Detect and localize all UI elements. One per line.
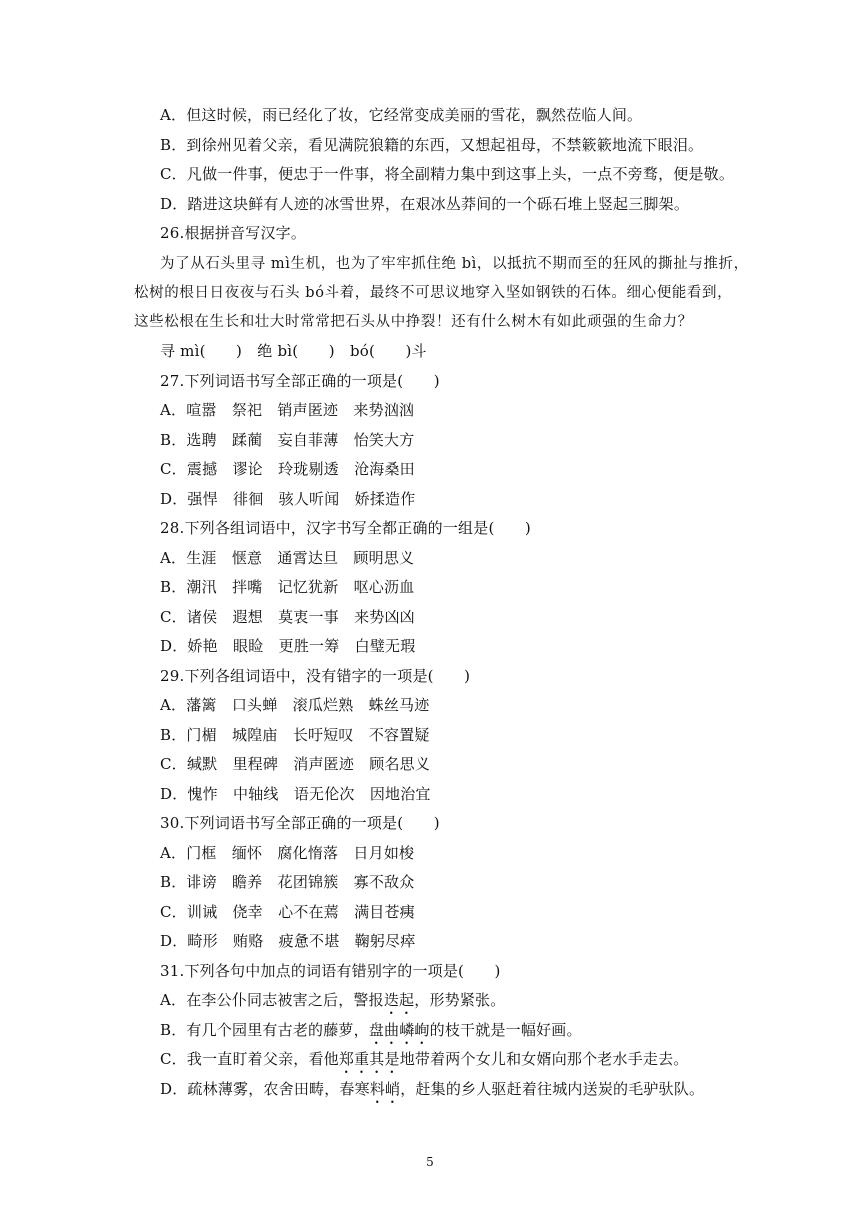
q31-title: 31.下列各句中加点的词语有错别字的一项是( ) — [160, 962, 501, 980]
q31-a-dotted-word: 迭起 — [383, 991, 415, 1009]
q26-blanks: 寻 mì( ) 绝 bì( ) bó( )斗 — [160, 342, 427, 360]
q30-option-b: B．诽谤 瞻养 花团锦簇 寡不敌众 — [160, 873, 415, 891]
q31-d-post: ，赶集的乡人驱赶着往城内送炭的毛驴驮队。 — [400, 1080, 705, 1098]
q31-option-d — [160, 1079, 704, 1107]
q31-d-dotted-word: 料峭 — [369, 1080, 401, 1098]
q31-c-post: 地带着两个女儿和女婿向那个老水手走去。 — [399, 1050, 689, 1068]
q29-option-a: A．藩篱 口头蝉 滚瓜烂熟 蛛丝马迹 — [160, 696, 430, 714]
page-number: 5 — [426, 1155, 434, 1169]
q25-option-b: B．到徐州见着父亲，看见满院狼籍的东西，又想起祖母，不禁簌簌地流下眼泪。 — [160, 136, 704, 154]
q26-passage-line-3: 这些松根在生长和壮大时常常把石头从中挣裂！还有什么树木有如此顽强的生命力？ — [134, 314, 693, 330]
q25-option-a: A．但这时候，雨已经化了妆，它经常变成美丽的雪花，飘然莅临人间。 — [160, 106, 643, 124]
q30-option-a: A．门框 缅怀 腐化惰落 日月如梭 — [160, 844, 415, 862]
q27-option-a: A．喧嚣 祭祀 销声匿迹 来势汹汹 — [160, 401, 415, 419]
q27-option-b: B．选聘 蹂蔺 妄自菲薄 怡笑大方 — [160, 431, 415, 449]
q31-option-c — [160, 1049, 689, 1077]
q31-option-b — [160, 1020, 582, 1048]
q31-option-a — [160, 990, 505, 1018]
q31-a-pre: A．在李公仆同志被害之后，警报 — [160, 991, 384, 1009]
q31-b-post: 的枝干就是一幅好画。 — [429, 1021, 582, 1039]
q29-option-d: D．愧怍 中轴线 语无伦次 因地治宜 — [160, 785, 431, 803]
q28-option-d: D．娇艳 眼睑 更胜一筹 白璧无瑕 — [160, 637, 416, 655]
q30-title: 30.下列词语书写全部正确的一项是( ) — [160, 814, 440, 832]
q31-c-dotted-word: 郑重其是 — [338, 1050, 400, 1068]
q26-passage-line-1: 为了从石头里寻 mì生机，也为了牢牢抓住绝 bì，以抵抗不期而至的狂风的撕扯与推折， — [160, 256, 749, 272]
q31-d-pre: D．疏林薄雾，农舍田畴，春寒 — [160, 1080, 370, 1098]
q28-option-c: C．诸侯 遐想 莫衷一事 来势凶凶 — [160, 608, 415, 626]
q25-option-c: C．凡做一件事，便忠于一件事，将全副精力集中到这事上头，一点不旁骛，便是敬。 — [160, 165, 735, 183]
q31-c-pre: C．我一直盯着父亲，看他 — [160, 1050, 339, 1068]
q29-title: 29.下列各组词语中，没有错字的一项是( ) — [160, 667, 471, 685]
q29-option-c: C．缄默 里程碑 消声匿迹 顾名思义 — [160, 755, 431, 773]
q31-b-dotted-word: 盘曲嶙峋 — [368, 1021, 430, 1039]
q25-option-d: D．踏进这块鲜有人迹的冰雪世界，在艰冰丛莽间的一个砾石堆上竖起三脚架。 — [160, 195, 690, 213]
q27-option-c: C．震撼 谬论 玲珑剔透 沧海桑田 — [160, 460, 415, 478]
q31-b-pre: B．有几个园里有古老的藤萝， — [160, 1021, 369, 1039]
q30-option-c: C．训诫 侥幸 心不在蔫 满目苍痍 — [160, 903, 415, 921]
q27-option-d: D．强悍 徘徊 骇人听闻 娇揉造作 — [160, 490, 416, 508]
q28-option-a: A．生涯 惬意 通霄达旦 顾明思义 — [160, 549, 415, 567]
q26-passage-line-2: 松树的根日日夜夜与石头 bó斗着，最终不可思议地穿入坚如钢铁的石体。细心便能看到， — [134, 285, 733, 301]
q27-title: 27.下列词语书写全部正确的一项是( ) — [160, 372, 440, 390]
q31-a-post: ，形势紧张。 — [414, 991, 506, 1009]
q29-option-b: B．门楣 城隍庙 长吁短叹 不容置疑 — [160, 726, 430, 744]
q28-option-b: B．潮汛 拌嘴 记忆犹新 呕心沥血 — [160, 578, 415, 596]
q26-title: 26.根据拼音写汉字。 — [160, 224, 307, 242]
q30-option-d: D．畸形 贿赂 疲惫不堪 鞠躬尽瘁 — [160, 932, 416, 950]
q28-title: 28.下列各组词语中，汉字书写全都正确的一组是( ) — [160, 519, 531, 537]
